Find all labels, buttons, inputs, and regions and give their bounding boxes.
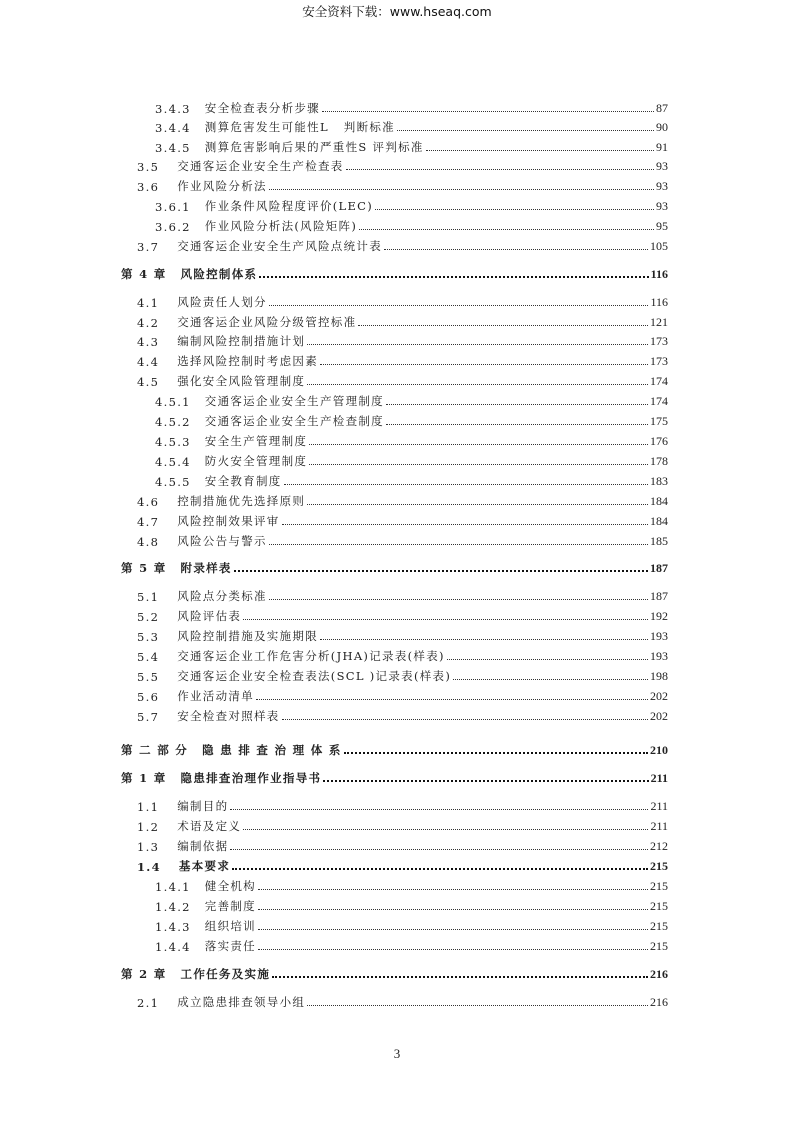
toc-entry-number: 1.3 xyxy=(137,840,160,854)
toc-entry[interactable] xyxy=(137,529,668,549)
toc-entry[interactable] xyxy=(137,584,668,604)
toc-entry-title: 交通客运企业工作危害分析(JHA)记录表(样表) xyxy=(177,649,445,663)
toc-entry-page: 211 xyxy=(650,799,668,813)
toc-entry-page: 212 xyxy=(650,839,668,853)
dot-leader xyxy=(447,659,648,660)
toc-entry[interactable] xyxy=(155,115,668,135)
toc-entry[interactable] xyxy=(121,556,668,576)
toc-entry-title: 作业风险分析法 xyxy=(177,179,267,193)
toc-entry-title: 编制风险控制措施计划 xyxy=(177,334,306,348)
dot-leader xyxy=(323,780,648,782)
toc-entry-page: 105 xyxy=(650,239,668,253)
toc-entry-number: 4.3 xyxy=(137,335,160,349)
toc-entry-title: 风险控制措施及实施期限 xyxy=(177,629,319,643)
dot-leader xyxy=(344,752,648,754)
toc-entry-page: 93 xyxy=(656,179,668,193)
dot-leader xyxy=(258,949,648,950)
toc-entry-page: 93 xyxy=(656,199,668,213)
toc-entry[interactable] xyxy=(155,409,668,429)
toc-entry-number: 4.6 xyxy=(137,495,160,509)
toc-entry-title: 交通客运企业安全生产管理制度 xyxy=(204,394,384,408)
toc-entry-number: 3.7 xyxy=(137,240,160,254)
toc-entry-title: 安全生产管理制度 xyxy=(204,434,308,448)
toc-entry[interactable] xyxy=(137,854,668,874)
toc-entry-page: 174 xyxy=(650,374,668,388)
toc-entry-page: 216 xyxy=(650,967,668,981)
toc-entry-page: 187 xyxy=(650,589,668,603)
toc-entry-number: 4.5.5 xyxy=(155,475,191,489)
toc-entry-title: 安全检查表分析步骤 xyxy=(204,101,320,115)
toc-entry-number: 5.2 xyxy=(137,610,160,624)
toc-entry-page: 95 xyxy=(656,219,668,233)
toc-entry-page: 211 xyxy=(650,819,668,833)
toc-entry-page: 176 xyxy=(650,434,668,448)
toc-entry-page: 173 xyxy=(650,354,668,368)
toc-entry-number: 1.4.4 xyxy=(155,940,191,954)
toc-entry-number: 第 2 章 xyxy=(121,967,167,981)
toc-entry[interactable] xyxy=(155,469,668,489)
toc-entry-title: 交通客运企业安全生产检查表 xyxy=(177,159,344,173)
toc-entry-title: 健全机构 xyxy=(204,879,256,893)
toc-entry[interactable] xyxy=(155,449,668,469)
toc-entry[interactable] xyxy=(137,814,668,834)
toc-entry-page: 173 xyxy=(650,334,668,348)
toc-entry[interactable] xyxy=(137,349,668,369)
dot-leader xyxy=(282,719,648,720)
dot-leader xyxy=(269,305,649,306)
toc-entry-number: 3.5 xyxy=(137,160,160,174)
toc-entry-page: 215 xyxy=(650,939,668,953)
toc-entry[interactable] xyxy=(137,489,668,509)
toc-entry-number: 4.7 xyxy=(137,515,160,529)
toc-entry-page: 211 xyxy=(650,771,668,785)
toc-entry-number: 1.4.1 xyxy=(155,880,191,894)
toc-entry[interactable] xyxy=(155,894,668,914)
toc-entry-title: 强化安全风险管理制度 xyxy=(177,374,306,388)
dot-leader xyxy=(397,130,654,131)
toc-entry-title: 组织培训 xyxy=(204,919,256,933)
toc-entry-title: 完善制度 xyxy=(204,899,256,913)
dot-leader xyxy=(309,464,648,465)
toc-entry-page: 210 xyxy=(650,743,668,757)
dot-leader xyxy=(307,1005,648,1006)
dot-leader xyxy=(230,809,648,810)
dot-leader xyxy=(358,325,648,326)
dot-leader xyxy=(359,229,654,230)
dot-leader xyxy=(269,189,654,190)
dot-leader xyxy=(230,849,648,850)
toc-entry-page: 193 xyxy=(650,649,668,663)
toc-entry-number: 5.5 xyxy=(137,670,160,684)
toc-entry[interactable] xyxy=(137,684,668,704)
toc-entry-number: 2.1 xyxy=(137,996,160,1010)
toc-entry-page: 183 xyxy=(650,474,668,488)
toc-entry[interactable] xyxy=(155,96,668,116)
toc-entry[interactable] xyxy=(137,794,668,814)
toc-entry[interactable] xyxy=(137,290,668,310)
toc-entry-page: 215 xyxy=(650,899,668,913)
toc-entry-title: 交通客运企业安全检查表法(SCL )记录表(样表) xyxy=(177,669,452,683)
toc-entry-page: 93 xyxy=(656,159,668,173)
dot-leader xyxy=(384,249,648,250)
toc-entry-number: 4.5 xyxy=(137,375,160,389)
toc-entry-number: 3.4.3 xyxy=(155,102,191,116)
toc-entry-number: 1.4.3 xyxy=(155,920,191,934)
toc-entry-title: 编制依据 xyxy=(177,839,229,853)
toc-entry-number: 4.5.1 xyxy=(155,395,191,409)
toc-entry-title: 测算危害影响后果的严重性S 评判标准 xyxy=(204,140,424,154)
toc-entry[interactable] xyxy=(137,704,668,724)
toc-entry-number: 5.3 xyxy=(137,630,160,644)
dot-leader xyxy=(320,364,648,365)
toc-entry-page: 202 xyxy=(650,689,668,703)
toc-entry-number: 4.1 xyxy=(137,296,160,310)
dot-leader xyxy=(269,599,648,600)
toc-entry[interactable] xyxy=(155,389,668,409)
toc-entry[interactable] xyxy=(137,369,668,389)
toc-entry-number: 3.6.1 xyxy=(155,200,191,214)
toc-entry[interactable] xyxy=(155,194,668,214)
toc-entry-title: 成立隐患排查领导小组 xyxy=(177,995,306,1009)
toc-entry[interactable] xyxy=(137,154,668,174)
toc-entry[interactable] xyxy=(121,962,668,982)
toc-entry-title: 风险评估表 xyxy=(177,609,242,623)
toc-entry-number: 第 5 章 xyxy=(121,561,167,575)
toc-entry[interactable] xyxy=(155,934,668,954)
toc-entry-page: 202 xyxy=(650,709,668,723)
toc-entry[interactable] xyxy=(155,429,668,449)
toc-entry-number: 4.4 xyxy=(137,355,160,369)
dot-leader xyxy=(282,524,648,525)
toc-entry-page: 91 xyxy=(656,140,668,154)
toc-entry[interactable] xyxy=(137,310,668,330)
toc-entry-number: 4.5.2 xyxy=(155,415,191,429)
dot-leader xyxy=(453,679,648,680)
toc-entry-number: 1.1 xyxy=(137,800,160,814)
toc-entry-page: 215 xyxy=(650,879,668,893)
toc-entry[interactable] xyxy=(137,509,668,529)
dot-leader xyxy=(307,344,648,345)
toc-entry-title: 风险控制效果评审 xyxy=(177,514,280,528)
toc-entry-page: 87 xyxy=(656,101,668,115)
toc-entry-title: 基本要求 xyxy=(178,859,231,873)
toc-entry-title: 防火安全管理制度 xyxy=(204,454,308,468)
dot-leader xyxy=(307,504,648,505)
toc-entry-page: 198 xyxy=(650,669,668,683)
dot-leader xyxy=(256,699,648,700)
toc-entry-title: 风险控制体系 xyxy=(180,267,258,281)
toc-entry[interactable] xyxy=(137,644,668,664)
toc-entry-title: 交通客运企业安全生产检查制度 xyxy=(204,414,384,428)
dot-leader xyxy=(258,889,648,890)
toc-entry[interactable] xyxy=(137,990,668,1010)
toc-entry-title: 风险公告与警示 xyxy=(177,534,267,548)
toc-entry-number: 1.2 xyxy=(137,820,160,834)
toc-entry-title: 落实责任 xyxy=(204,939,256,953)
dot-leader xyxy=(375,209,654,210)
toc-entry-number: 3.4.5 xyxy=(155,141,191,155)
toc-entry-title: 交通客运企业风险分级管控标准 xyxy=(177,315,357,329)
toc-entry[interactable] xyxy=(121,766,668,786)
toc-entry-number: 3.4.4 xyxy=(155,121,191,135)
toc-entry-title: 作业活动清单 xyxy=(177,689,255,703)
toc-entry-title: 编制目的 xyxy=(177,799,229,813)
dot-leader xyxy=(322,111,654,112)
dot-leader xyxy=(258,909,648,910)
toc-entry[interactable] xyxy=(137,234,668,254)
toc-entry-title: 附录样表 xyxy=(180,561,232,575)
toc-entry-page: 174 xyxy=(650,394,668,408)
dot-leader xyxy=(243,619,648,620)
toc-entry-number: 4.8 xyxy=(137,535,160,549)
toc-entry-number: 第 1 章 xyxy=(121,771,167,785)
dot-leader xyxy=(284,484,648,485)
toc-entry-page: 215 xyxy=(650,919,668,933)
toc-entry-number: 5.7 xyxy=(137,710,160,724)
toc-entry-page: 175 xyxy=(650,414,668,428)
toc-entry-number: 4.2 xyxy=(137,316,160,330)
toc-entry-title: 选择风险控制时考虑因素 xyxy=(177,354,319,368)
toc-entry-page: 116 xyxy=(650,295,668,309)
page-number: 3 xyxy=(393,1046,401,1061)
toc-entry-title: 隐患排查治理作业指导书 xyxy=(180,771,322,785)
toc-entry-title: 术语及定义 xyxy=(177,819,242,833)
toc-entry-title: 作业条件风险程度评价(LEC) xyxy=(204,199,374,213)
toc-entry[interactable] xyxy=(137,624,668,644)
toc-entry-title: 测算危害发生可能性L 判断标准 xyxy=(204,120,395,134)
toc-entry-title: 隐 患 排 查 治 理 体 系 xyxy=(202,743,342,757)
toc-entry-title: 工作任务及实施 xyxy=(180,967,271,981)
toc-entry[interactable] xyxy=(137,329,668,349)
dot-leader xyxy=(232,868,648,870)
toc-entry-number: 5.4 xyxy=(137,650,160,664)
toc-entry[interactable] xyxy=(155,214,668,234)
toc-entry-page: 121 xyxy=(650,315,668,329)
dot-leader xyxy=(258,929,648,930)
dot-leader xyxy=(307,384,648,385)
toc-entry-title: 安全检查对照样表 xyxy=(177,709,280,723)
toc-entry[interactable] xyxy=(137,604,668,624)
dot-leader xyxy=(259,276,648,278)
toc-entry-number: 第 4 章 xyxy=(121,267,167,281)
toc-entry-page: 184 xyxy=(650,514,668,528)
toc-entry-number: 5.6 xyxy=(137,690,160,704)
site-header: 安全资料下载：www.hseaq.com xyxy=(302,4,492,19)
toc-entry[interactable] xyxy=(137,174,668,194)
dot-leader xyxy=(386,424,648,425)
toc-entry[interactable] xyxy=(137,834,668,854)
dot-leader xyxy=(272,976,648,978)
toc-entry-page: 216 xyxy=(650,995,668,1009)
toc-entry-number: 4.5.3 xyxy=(155,435,191,449)
toc-entry-title: 作业风险分析法(风险矩阵) xyxy=(204,219,358,233)
toc-entry[interactable] xyxy=(155,874,668,894)
dot-leader xyxy=(320,639,648,640)
toc-entry-number: 5.1 xyxy=(137,590,160,604)
toc-entry-page: 178 xyxy=(650,454,668,468)
dot-leader xyxy=(346,169,654,170)
toc-entry-page: 215 xyxy=(650,859,668,873)
dot-leader xyxy=(309,444,648,445)
toc-entry-page: 184 xyxy=(650,494,668,508)
toc-entry[interactable] xyxy=(155,914,668,934)
dot-leader xyxy=(234,570,648,572)
dot-leader xyxy=(269,544,648,545)
toc-entry-number: 1.4 xyxy=(137,860,161,874)
toc-entry-title: 风险点分类标准 xyxy=(177,589,267,603)
toc-entry-page: 90 xyxy=(656,120,668,134)
toc-entry-page: 192 xyxy=(650,609,668,623)
toc-entry[interactable] xyxy=(121,738,668,758)
toc-entry-page: 116 xyxy=(650,267,668,281)
toc-entry-number: 3.6.2 xyxy=(155,220,191,234)
dot-leader xyxy=(243,829,648,830)
toc-entry-page: 187 xyxy=(650,561,668,575)
toc-entry-number: 第 二 部 分 xyxy=(121,743,189,757)
toc-entry-number: 4.5.4 xyxy=(155,455,191,469)
toc-entry-number: 1.4.2 xyxy=(155,900,191,914)
toc-entry[interactable] xyxy=(137,664,668,684)
toc-entry-title: 安全教育制度 xyxy=(204,474,282,488)
dot-leader xyxy=(426,150,654,151)
toc-entry-page: 193 xyxy=(650,629,668,643)
toc-entry-title: 控制措施优先选择原则 xyxy=(177,494,306,508)
toc-entry[interactable] xyxy=(155,135,668,155)
dot-leader xyxy=(386,404,648,405)
toc-entry-title: 交通客运企业安全生产风险点统计表 xyxy=(177,239,383,253)
toc-entry-number: 3.6 xyxy=(137,180,160,194)
toc-entry-title: 风险责任人划分 xyxy=(177,295,267,309)
toc-entry[interactable] xyxy=(121,262,668,282)
toc-entry-page: 185 xyxy=(650,534,668,548)
